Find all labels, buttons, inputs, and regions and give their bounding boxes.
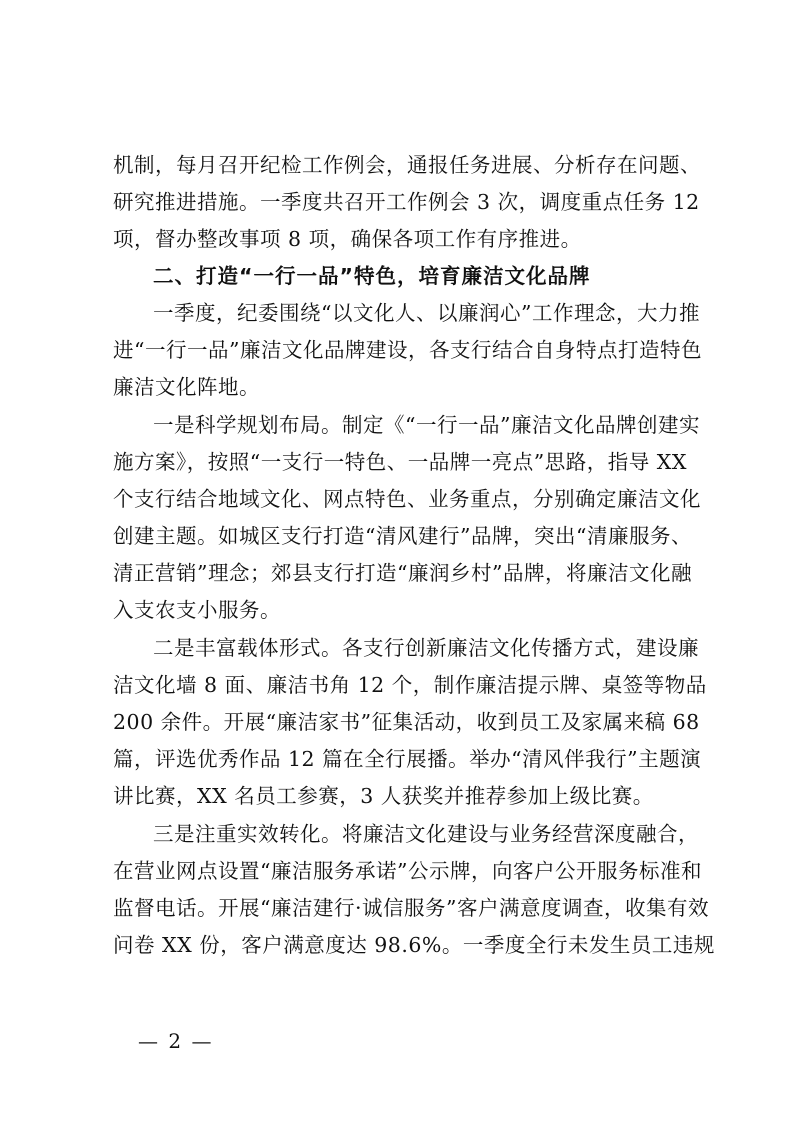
paragraph-line: 200 余件。开展“廉洁家书”征集活动，收到员工及家属来稿 68 xyxy=(113,710,700,734)
paragraph-line: 问卷 XX 份，客户满意度达 98.6%。一季度全行未发生员工违规 xyxy=(113,933,715,957)
item-lead-label: 二是 xyxy=(153,636,195,660)
paragraph-line: 廉洁文化阵地。 xyxy=(113,375,260,399)
paragraph-line: 一季度，纪委围绕“以文化人、以廉润心”工作理念，大力推 xyxy=(153,301,700,325)
paragraph-line: 个支行结合地域文化、网点特色、业务重点，分别确定廉洁文化 xyxy=(113,487,701,511)
paragraph-line: 讲比赛，XX 名员工参赛，3 人获奖并推荐参加上级比赛。 xyxy=(113,784,654,808)
paragraph-line: 施方案》，按照“一支行一特色、一品牌一亮点”思路，指导 XX xyxy=(113,450,687,474)
paragraph-line: 清正营销”理念；郊县支行打造“廉润乡村”品牌，将廉洁文化融 xyxy=(113,561,692,585)
paragraph-first-line xyxy=(153,406,700,444)
item-lead-label: 三是 xyxy=(153,822,195,846)
paragraph-line: 研究推进措施。一季度共召开工作例会 3 次，调度重点任务 12 xyxy=(113,190,700,214)
paragraph-line: 篇，评选优秀作品 12 篇在全行展播。举办“清风伴我行”主题演 xyxy=(113,747,702,771)
item-first-line-text: 丰富载体形式。各支行创新廉洁文化传播方式，建设廉 xyxy=(195,636,699,660)
paragraph-line: 在营业网点设置“廉洁服务承诺”公示牌，向客户公开服务标准和 xyxy=(113,859,702,883)
item-lead-label: 一是 xyxy=(153,413,195,437)
paragraph-line: 入支农支小服务。 xyxy=(113,598,281,622)
paragraph-line: 进“一行一品”廉洁文化品牌建设，各支行结合自身特点打造特色 xyxy=(113,338,702,362)
paragraph-line: 创建主题。如城区支行打造“清风建行”品牌，突出“清廉服务、 xyxy=(113,524,692,548)
paragraph-line: 监督电话。开展“廉洁建行·诚信服务”客户满意度调查，收集有效 xyxy=(113,896,709,920)
paragraph-line: 洁文化墙 8 面、廉洁书角 12 个，制作廉洁提示牌、桌签等物品 xyxy=(113,673,707,697)
paragraph-line: 项，督办整改事项 8 项，确保各项工作有序推进。 xyxy=(113,227,582,251)
paragraph-first-line xyxy=(153,629,699,667)
item-first-line-text: 注重实效转化。将廉洁文化建设与业务经营深度融合， xyxy=(195,822,699,846)
paragraph-first-line xyxy=(153,815,699,853)
page-number: — 2 — xyxy=(138,1029,214,1053)
paragraph-line: 机制，每月召开纪检工作例会，通报任务进展、分析存在问题、 xyxy=(113,153,701,177)
section-heading: 二、打造“一行一品”特色，培育廉洁文化品牌 xyxy=(153,264,591,288)
item-first-line-text: 科学规划布局。制定《“一行一品”廉洁文化品牌创建实 xyxy=(195,413,700,437)
